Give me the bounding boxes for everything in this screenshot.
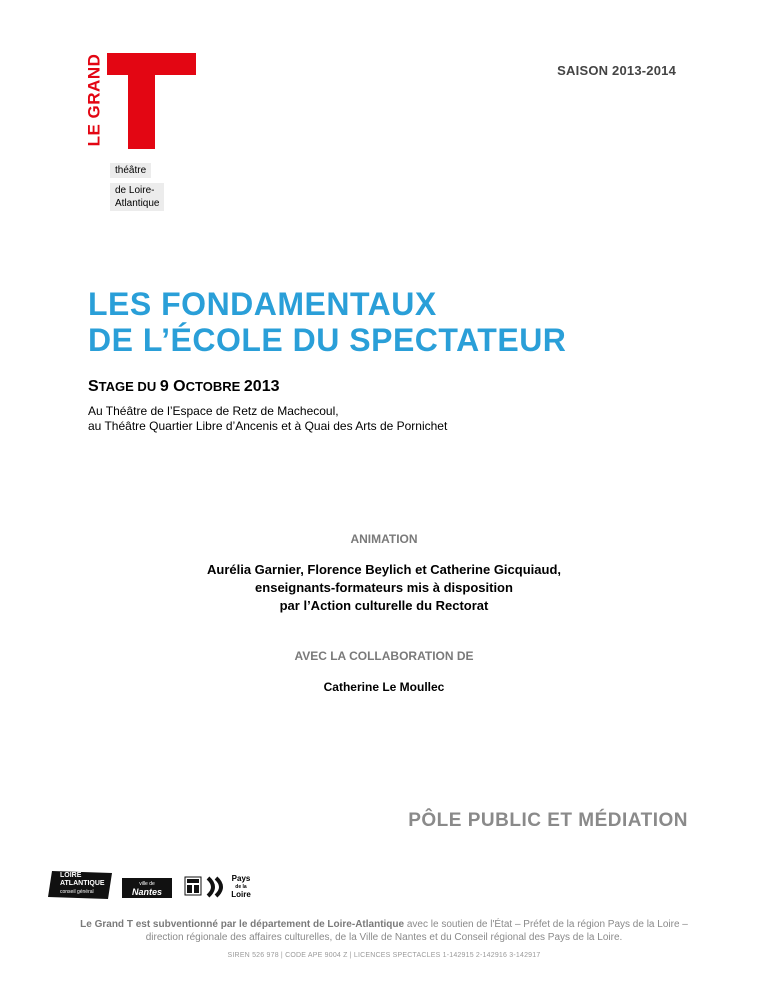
collaboration-heading: AVEC LA COLLABORATION DE: [294, 649, 474, 663]
pole-label: PÔLE PUBLIC ET MÉDIATION: [408, 810, 688, 831]
drac-chevrons-icon: [206, 876, 228, 898]
drac-logo: [206, 876, 228, 898]
nantes-small: ville de: [139, 881, 155, 887]
logo-theatre-label: théâtre: [110, 163, 151, 178]
logo-t-stem: [128, 53, 155, 149]
la-sub: conseil général: [60, 889, 94, 895]
stage-date: [88, 378, 279, 396]
stage-day: 9: [159, 378, 169, 395]
pdl-line-1: Pays: [231, 874, 251, 883]
animation-line-3: par l’Action culturelle du Rectorat: [279, 598, 489, 613]
pdl-line-3: Loire: [231, 890, 251, 899]
funding-notice: [40, 918, 728, 944]
title-line-1: LES FONDAMENTAUX: [88, 286, 437, 322]
title-line-2: DE L’ÉCOLE DU SPECTATEUR: [88, 322, 567, 358]
pdl-line-2: de la: [235, 884, 247, 890]
marianne-icon: [184, 876, 202, 896]
funding-line-2: direction régionale des affaires culturelles, de la Ville de Nantes et du Conseil régional des Pays de la Loire.: [145, 932, 623, 943]
animation-people: [0, 561, 768, 615]
page-title: [88, 286, 566, 358]
collaboration-name: Catherine Le Moullec: [323, 680, 445, 694]
stage-month: CTOBRE: [185, 379, 244, 394]
places-line-1: Au Théâtre de l’Espace de Retz de Machecoul,: [88, 404, 339, 418]
nantes-label: Nantes: [131, 887, 162, 897]
stage-year: 2013: [243, 378, 280, 395]
logo-le-grand-label: LE GRAND: [84, 53, 103, 147]
stage-places: [88, 404, 447, 434]
nantes-logo: [122, 878, 172, 898]
animation-line-2: enseignants-formateurs mis à disposition: [255, 580, 513, 595]
animation-line-1: Aurélia Garnier, Florence Beylich et Catherine Gicquiaud,: [207, 562, 561, 577]
stage-s: S: [88, 378, 99, 395]
prefet-logo: [184, 876, 202, 896]
stage-rest: TAGE DU: [98, 379, 160, 394]
funding-rest: avec le soutien de l'État – Préfet de la région Pays de la Loire –: [404, 919, 688, 930]
la-line-1: LOIRE: [60, 872, 82, 879]
logo-loire-atlantique-label: de Loire-Atlantique: [110, 183, 164, 211]
legal-footer: SIREN 526 978 | CODE APE 9004 Z | LICENCES SPECTACLES 1-142915 2-142916 3-142917: [227, 952, 541, 959]
logo-vertical-text: [84, 55, 104, 145]
animation-heading: ANIMATION: [350, 532, 418, 546]
pays-de-la-loire-logo: [230, 872, 252, 902]
funding-bold: Le Grand T est subventionné par le département de Loire-Atlantique: [80, 919, 405, 930]
stage-o: O: [168, 378, 186, 395]
places-line-2: au Théâtre Quartier Libre d’Ancenis et à Quai des Arts de Pornichet: [88, 419, 448, 433]
loire-atlantique-logo: [46, 867, 114, 903]
season-label: SAISON 2013-2014: [557, 63, 676, 78]
la-line-2: ATLANTIQUE: [60, 880, 105, 887]
